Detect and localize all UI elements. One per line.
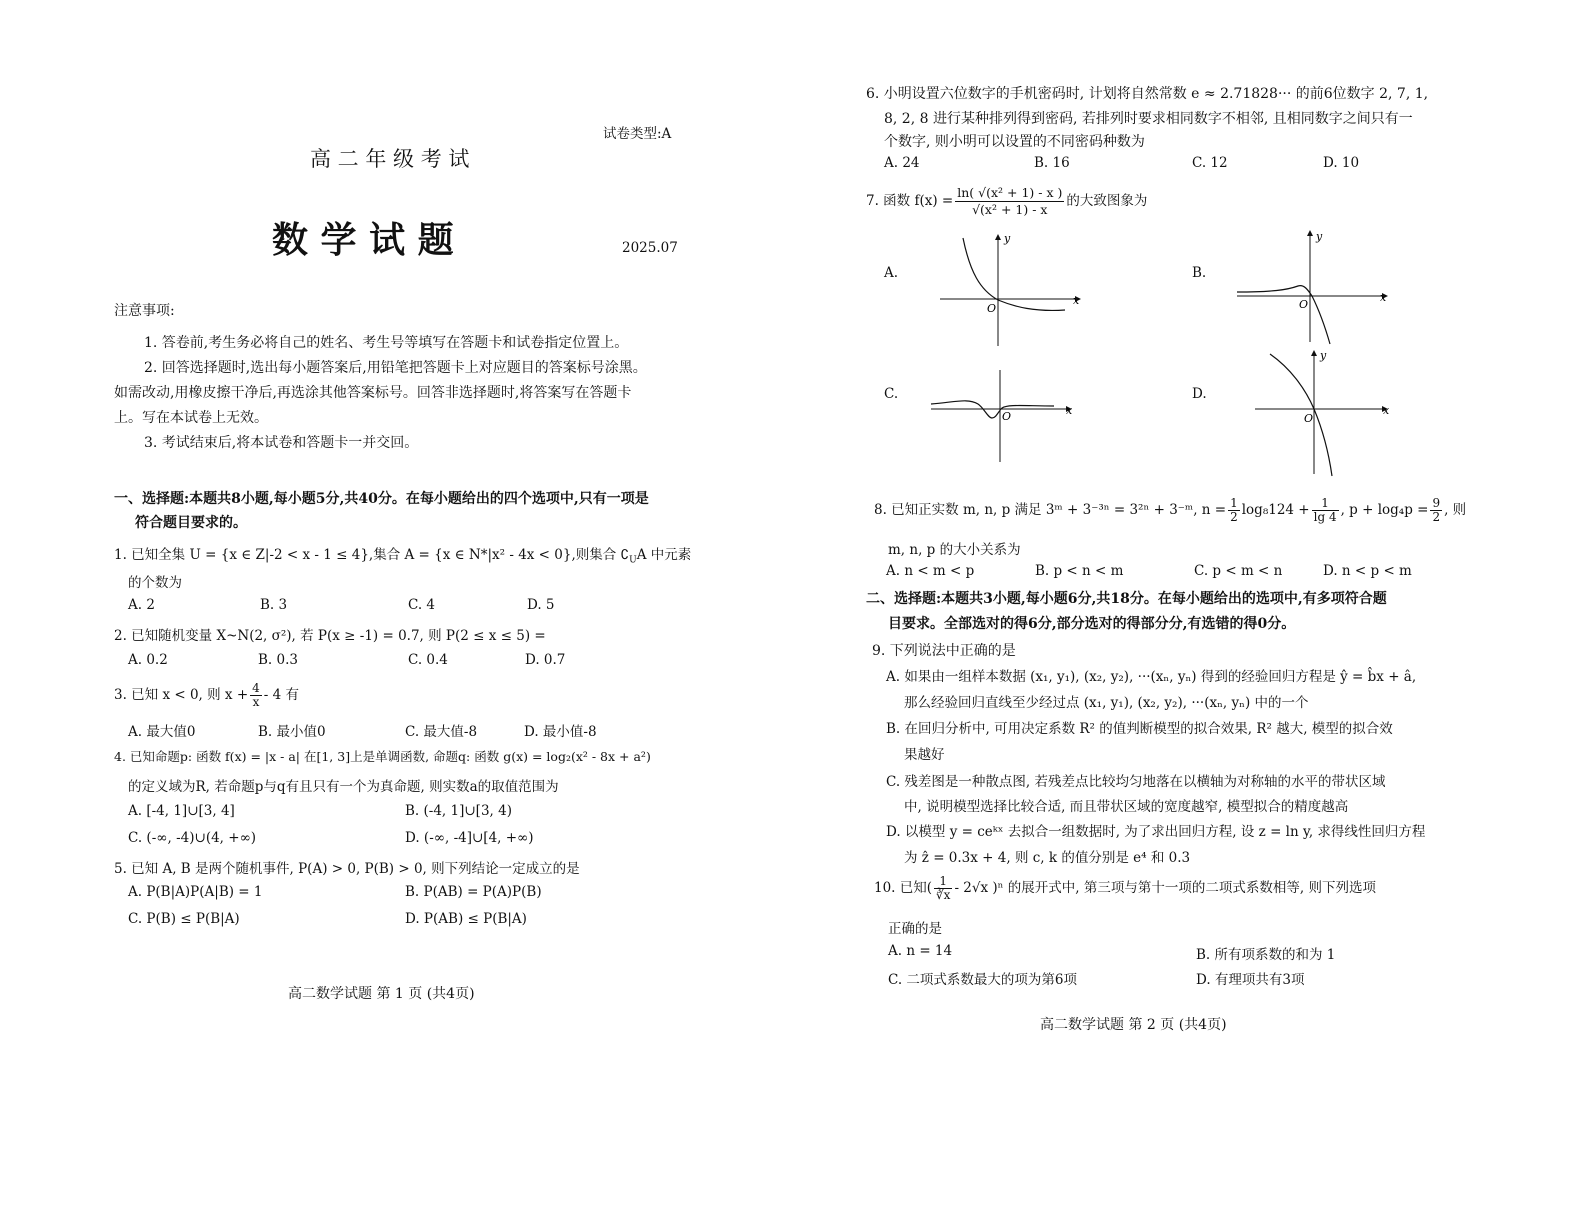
q3-option-a[interactable]: A. 最大值0 [128,724,196,740]
q5-stem: 5. 已知 A, B 是两个随机事件, P(A) > 0, P(B) > 0, 则下列结论一定成立的是 [114,861,580,877]
notice-item-2-cont: 如需改动,用橡皮擦干净后,再选涂其他答案标号。回答非选择题时,将答案写在答题卡 [114,385,632,401]
section1-heading: 一、选择题:本题共8小题,每小题5分,共40分。在每小题给出的四个选项中,只有一项是 [114,491,649,507]
notice-heading: 注意事项: [114,303,175,319]
notice-item-2: 2. 回答选择题时,选出每小题答案后,用铅笔把答题卡上对应题目的答案标号涂黑。 [144,360,647,376]
q8-option-b[interactable]: B. p < n < m [1035,563,1124,579]
page-title: 数 学 试 题 [272,219,454,261]
q8-option-d[interactable]: D. n < p < m [1323,563,1412,579]
grade-exam-title: 高 二 年 级 考 试 [310,147,470,171]
q3-stem: 3. 已知 x < 0, 则 x + $\frac{4}{x}$ - 4 有 [114,681,300,709]
q7-option-a[interactable]: A. [884,265,899,281]
q7-option-c[interactable]: C. [884,386,899,402]
svg-text:O: O [1002,410,1012,423]
q9-option-d-cont: 为 ẑ = 0.3x + 4, 则 c, k 的值分别是 e⁴ 和 0.3 [904,850,1191,866]
q5-option-b[interactable]: B. P(AB) = P(A)P(B) [405,884,542,900]
graph-c [926,368,1082,464]
footer-left: 高二数学试题 第 1 页 (共4页) [288,986,475,1002]
section2-heading: 二、选择题:本题共3小题,每小题6分,共18分。在每小题给出的选项中,有多项符合题 [866,591,1387,607]
svg-text:x: x [1073,294,1080,307]
q1-option-d[interactable]: D. 5 [527,597,555,613]
q2-option-c[interactable]: C. 0.4 [408,652,448,668]
q7-option-d[interactable]: D. [1192,386,1207,402]
q9-option-b-cont: 果越好 [904,747,945,763]
q9-option-a-cont: 那么经验回归直线至少经过点 (x₁, y₁), (x₂, y₂), ···(xₙ, yₙ) 中的一个 [904,695,1309,711]
svg-text:y: y [1320,349,1327,362]
q7-option-b[interactable]: B. [1192,265,1207,281]
q8-stem-cont: m, n, p 的大小关系为 [888,542,1021,558]
q6-option-d[interactable]: D. 10 [1323,155,1360,171]
q8-option-a[interactable]: A. n < m < p [886,563,975,579]
q6-stem-3: 个数字, 则小明可以设置的不同密码种数为 [884,134,1145,150]
notice-item-3: 3. 考试结束后,将本试卷和答题卡一并交回。 [144,435,419,451]
q5-option-a[interactable]: A. P(B|A)P(A|B) = 1 [128,884,263,900]
q6-option-c[interactable]: C. 12 [1192,155,1228,171]
notice-item-1: 1. 答卷前,考生务必将自己的姓名、考生号等填写在答题卡和试卷指定位置上。 [144,335,629,351]
q3-option-c[interactable]: C. 最大值-8 [405,724,478,740]
q6-stem: 6. 小明设置六位数字的手机密码时, 计划将自然常数 e ≈ 2.71828··· 的前6位数字 2, 7, 1, [866,86,1429,102]
q1-option-a[interactable]: A. 2 [128,597,155,613]
q9-option-b[interactable]: B. 在回归分析中, 可用决定系数 R² 的值判断模型的拟合效果, R² 越大, 模型的拟合效 [886,721,1393,737]
q9-option-c[interactable]: C. 残差图是一种散点图, 若残差点比较均匀地落在以横轴为对称轴的水平的带状区域 [886,774,1386,790]
notice-item-2-end: 上。写在本试卷上无效。 [114,410,268,426]
svg-text:O: O [987,302,997,315]
q2-option-b[interactable]: B. 0.3 [258,652,298,668]
q7-stem: 7. 函数 f(x) = $\frac{\text{ln( √(x² + 1) - x )}}{\text{√(x² + 1) - x}}$ 的大致图象为 [866,185,1148,217]
svg-text:x: x [1383,404,1390,417]
q6-option-b[interactable]: B. 16 [1034,155,1070,171]
q10-stem: 10. 已知( $\frac{1}{∛x}$ - 2√x )ⁿ 的展开式中, 第三项与第十一项的二项式系数相等, 则下列选项 [874,874,1376,902]
q9-option-a[interactable]: A. 如果由一组样本数据 (x₁, y₁), (x₂, y₂), ···(xₙ, yₙ) 得到的经验回归方程是 ŷ = b̂x + â, [886,669,1417,685]
q1-stem-cont: 的个数为 [128,575,182,591]
svg-text:x: x [1380,291,1387,304]
exam-date: 2025.07 [622,240,678,256]
q10-option-a[interactable]: A. n = 14 [888,943,953,959]
q2-option-a[interactable]: A. 0.2 [128,652,168,668]
q5-option-d[interactable]: D. P(AB) ≤ P(B|A) [405,911,527,927]
svg-text:x: x [1066,404,1073,417]
q5-option-c[interactable]: C. P(B) ≤ P(B|A) [128,911,240,927]
q4-option-b[interactable]: B. (-4, 1]∪[3, 4) [405,803,512,819]
q4-stem-cont: 的定义域为R, 若命题p与q有且只有一个为真命题, 则实数a的取值范围为 [128,779,559,795]
q10-option-b[interactable]: B. 所有项系数的和为 1 [1196,947,1336,963]
q1-option-c[interactable]: C. 4 [408,597,436,613]
q1-option-b[interactable]: B. 3 [260,597,288,613]
section1-heading-cont: 符合题目要求的。 [135,515,247,531]
paper-type: 试卷类型:A [603,126,672,142]
q4-option-d[interactable]: D. (-∞, -4]∪[4, +∞) [405,830,534,846]
q9-option-c-cont: 中, 说明模型选择比较合适, 而且带状区域的宽度越窄, 模型拟合的精度越高 [904,799,1349,815]
graph-b [1232,228,1394,346]
q4-option-c[interactable]: C. (-∞, -4)∪(4, +∞) [128,830,257,846]
section2-heading-cont: 目要求。全部选对的得6分,部分选对的得部分分,有选错的得0分。 [888,616,1296,632]
q3-option-b[interactable]: B. 最小值0 [258,724,326,740]
svg-text:y: y [1316,230,1323,243]
q1-stem: 1. 已知全集 U = {x ∈ Z|-2 < x - 1 ≤ 4},集合 A = {x ∈ N*|x² - 4x < 0},则集合 $∁_UA$ 中元素 [114,547,692,566]
svg-text:O: O [1299,298,1309,311]
svg-text:y: y [1004,232,1011,245]
q4-stem: 4. 已知命题p: 函数 f(x) = |x - a| 在[1, 3]上是单调函数, 命题q: 函数 g(x) = log₂(x² - 8x + a²) [114,749,651,764]
q10-option-c[interactable]: C. 二项式系数最大的项为第6项 [888,972,1078,988]
q2-stem: 2. 已知随机变量 X~N(2, σ²), 若 P(x ≥ -1) = 0.7, 则 P(2 ≤ x ≤ 5) = [114,628,546,644]
q6-option-a[interactable]: A. 24 [884,155,920,171]
graph-d [1250,348,1395,478]
q10-stem-cont: 正确的是 [888,921,942,937]
svg-text:O: O [1304,412,1314,425]
q6-stem-2: 8, 2, 8 进行某种排列得到密码, 若排列时要求相同数字不相邻, 且相同数字之间只有一 [884,111,1413,127]
q9-stem: 9. 下列说法中正确的是 [872,643,1016,659]
q10-option-d[interactable]: D. 有理项共有3项 [1196,972,1305,988]
q3-option-d[interactable]: D. 最小值-8 [524,724,597,740]
q4-option-a[interactable]: A. [-4, 1]∪[3, 4] [128,803,235,819]
q8-stem: 8. 已知正实数 m, n, p 满足 3ᵐ + 3⁻³ⁿ = 3²ⁿ + 3⁻ᵐ, n = $\frac{1}{2}$ log₈124 + $\frac{1}{\lg 4}$ , p + log₄p = $\frac{9}{2}$ , 则 [874,496,1467,524]
q8-option-c[interactable]: C. p < m < n [1194,563,1283,579]
q9-option-d[interactable]: D. 以模型 y = ceᵏˣ 去拟合一组数据时, 为了求出回归方程, 设 z = ln y, 求得线性回归方程 [886,824,1426,840]
footer-right: 高二数学试题 第 2 页 (共4页) [1040,1017,1227,1033]
q2-option-d[interactable]: D. 0.7 [525,652,566,668]
graph-a [935,232,1085,350]
